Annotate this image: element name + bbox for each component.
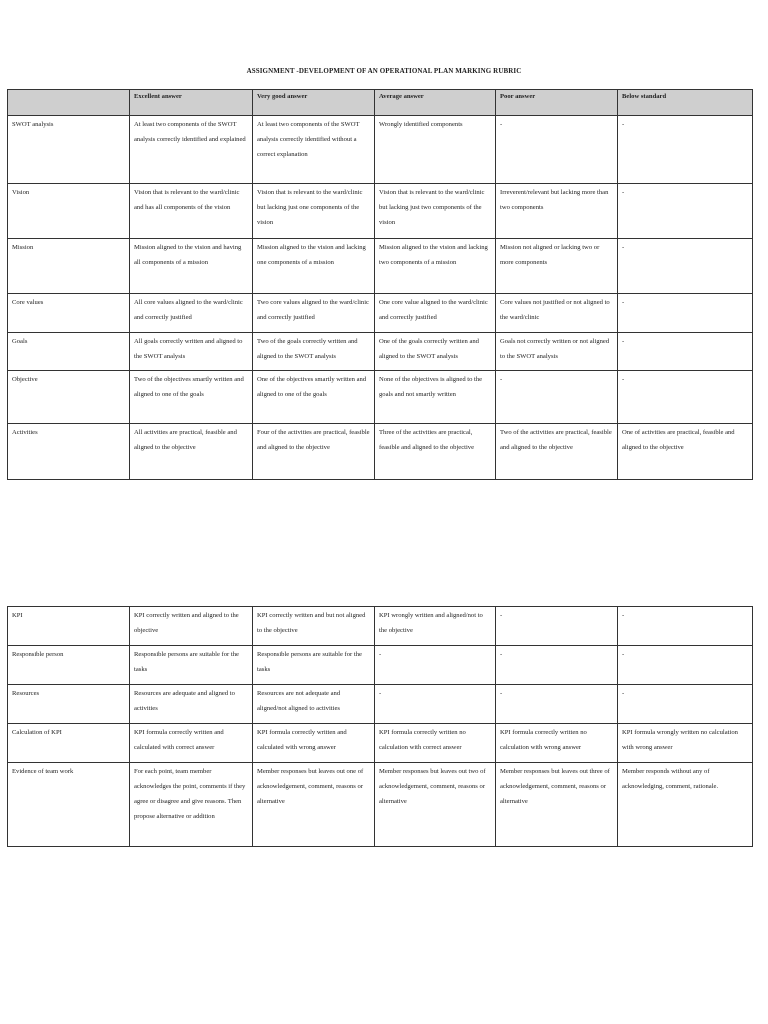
criterion-cell: Calculation of KPI [8,724,130,763]
rubric-cell: One of the objectives smartly written and aligned to one of the goals [253,371,375,424]
rubric-cell: - [618,184,753,239]
rubric-cell: KPI correctly written and aligned to the objective [130,607,253,646]
rubric-cell: Mission not aligned or lacking two or more components [496,239,618,294]
criterion-cell: Activities [8,424,130,480]
header-row [8,90,753,116]
rubric-cell: Responsible persons are suitable for the tasks [253,646,375,685]
rubric-cell: One of the goals correctly written and aligned to the SWOT analysis [375,333,496,371]
table-row [8,184,753,239]
rubric-cell: KPI correctly written and but not aligned to the objective [253,607,375,646]
rubric-cell: KPI wrongly written and aligned/not to the objective [375,607,496,646]
rubric-cell: Irreverent/relevant but lacking more than two components [496,184,618,239]
rubric-cell: Member responds without any of acknowledging, comment, rationale. [618,763,753,847]
rubric-cell: Core values not justified or not aligned to the ward/clinic [496,294,618,333]
rubric-cell: Member responses but leaves out one of acknowledgement, comment, reasons or alternative [253,763,375,847]
rubric-cell: At least two components of the SWOT analysis correctly identified and explained [130,116,253,184]
rubric-cell: - [618,371,753,424]
rubric-cell: - [496,646,618,685]
table-row [8,371,753,424]
rubric-table-part-2 [7,606,753,847]
rubric-cell: Two of the goals correctly written and aligned to the SWOT analysis [253,333,375,371]
rubric-cell: - [618,607,753,646]
rubric-cell: Resources are adequate and aligned to activities [130,685,253,724]
rubric-cell: KPI formula correctly written no calculation with correct answer [375,724,496,763]
rubric-cell: Two core values aligned to the ward/clinic and correctly justified [253,294,375,333]
rubric-cell: - [375,646,496,685]
rubric-cell: Member responses but leaves out three of acknowledgement, comment, reasons or alternative [496,763,618,847]
header-very-good: Very good answer [253,90,375,116]
rubric-cell: KPI formula correctly written no calculation with wrong answer [496,724,618,763]
table-row [8,685,753,724]
criterion-cell: Responsible person [8,646,130,685]
rubric-cell: All core values aligned to the ward/clinic and correctly justified [130,294,253,333]
criterion-cell: Goals [8,333,130,371]
rubric-cell: At least two components of the SWOT analysis correctly identified without a correct explanation [253,116,375,184]
criterion-cell: Evidence of team work [8,763,130,847]
criterion-cell: Vision [8,184,130,239]
table-row [8,646,753,685]
table-row [8,607,753,646]
rubric-cell: - [496,116,618,184]
rubric-cell: KPI formula correctly written and calculated with wrong answer [253,724,375,763]
rubric-cell: All goals correctly written and aligned to the SWOT analysis [130,333,253,371]
rubric-cell: Goals not correctly written or not aligned to the SWOT analysis [496,333,618,371]
rubric-cell: - [496,607,618,646]
rubric-cell: - [618,116,753,184]
rubric-cell: Responsible persons are suitable for the tasks [130,646,253,685]
rubric-cell: Mission aligned to the vision and having all components of a mission [130,239,253,294]
rubric-cell: One of activities are practical, feasible and aligned to the objective [618,424,753,480]
header-excellent: Excellent answer [130,90,253,116]
rubric-cell: - [375,685,496,724]
rubric-cell: Four of the activities are practical, feasible and aligned to the objective [253,424,375,480]
rubric-cell: All activities are practical, feasible and aligned to the objective [130,424,253,480]
rubric-cell: Two of the objectives smartly written and aligned to one of the goals [130,371,253,424]
criterion-cell: SWOT analysis [8,116,130,184]
header-below-standard: Below standard [618,90,753,116]
rubric-cell: - [618,685,753,724]
rubric-cell: - [618,333,753,371]
header-criterion [8,90,130,116]
table-row [8,333,753,371]
criterion-cell: Mission [8,239,130,294]
table-row [8,763,753,847]
rubric-cell: KPI formula wrongly written no calculation with wrong answer [618,724,753,763]
rubric-cell: - [618,646,753,685]
rubric-cell: - [618,294,753,333]
rubric-cell: Vision that is relevant to the ward/clinic but lacking just two components of the vision [375,184,496,239]
rubric-table-part-1 [7,89,753,480]
criterion-cell: Objective [8,371,130,424]
rubric-cell: Wrongly identified components [375,116,496,184]
rubric-cell: Member responses but leaves out two of acknowledgement, comment, reasons or alternative [375,763,496,847]
rubric-cell: - [496,685,618,724]
rubric-cell: Vision that is relevant to the ward/clinic and has all components of the vision [130,184,253,239]
page-title: ASSIGNMENT -DEVELOPMENT OF AN OPERATIONAL PLAN MARKING RUBRIC [246,67,522,75]
rubric-cell: KPI formula correctly written and calculated with correct answer [130,724,253,763]
header-poor: Poor answer [496,90,618,116]
table-row [8,424,753,480]
rubric-cell: Mission aligned to the vision and lacking one components of a mission [253,239,375,294]
rubric-cell: - [496,371,618,424]
rubric-cell: None of the objectives is aligned to the goals and not smartly written [375,371,496,424]
criterion-cell: KPI [8,607,130,646]
table-row [8,294,753,333]
table-row [8,724,753,763]
rubric-cell: - [618,239,753,294]
rubric-cell: Three of the activities are practical, feasible and aligned to the objective [375,424,496,480]
rubric-cell: One core value aligned to the ward/clinic and correctly justified [375,294,496,333]
rubric-cell: Vision that is relevant to the ward/clinic but lacking just one components of the vision [253,184,375,239]
criterion-cell: Core values [8,294,130,333]
rubric-cell: For each point, team member acknowledges the point, comments if they agree or disagree and give reasons. Then propose alternative or addition [130,763,253,847]
rubric-cell: Resources are not adequate and aligned/not aligned to activities [253,685,375,724]
rubric-cell: Mission aligned to the vision and lacking two components of a mission [375,239,496,294]
criterion-cell: Resources [8,685,130,724]
table-row [8,239,753,294]
table-row [8,116,753,184]
rubric-cell: Two of the activities are practical, feasible and aligned to the objective [496,424,618,480]
header-average: Average answer [375,90,496,116]
